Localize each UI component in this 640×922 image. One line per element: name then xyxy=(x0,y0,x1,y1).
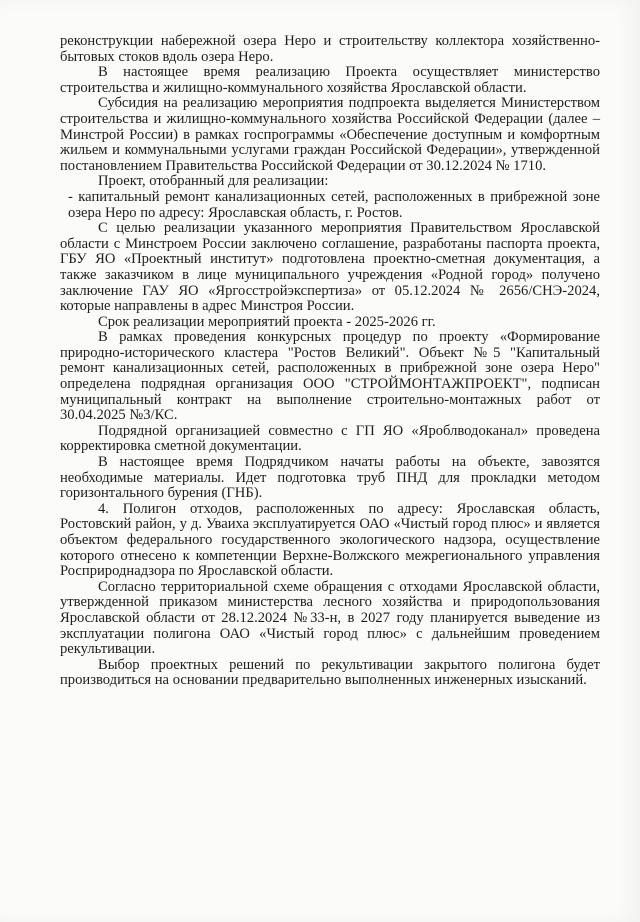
paragraph-3: Субсидия на реализацию мероприятия подпроекта выделяется Министерством строительства и жилищно-коммунального хозяйства Российской Федерации (далее – Минстрой России) в рамках госпрограммы «Обеспечение доступным и комфортным жильем и коммунальными услугами граждан Российской Федерации», утвержденной постановлением Правительства Российской Федерации от 30.12.2024 № 1710. xyxy=(60,95,600,174)
paragraph-6: С целью реализации указанного мероприятия Правительством Ярославской области с Минстроем России заключено соглашение, разработаны паспорта проекта, ГБУ ЯО «Проектный институт» подготовлена проектно-сметная документация, а также заказчиком в лице муниципального учреждения «Родной город» получено заключение ГАУ ЯО «Яргосстройэкспертиза» от 05.12.2024 № 2656/СНЭ-2024, которые направлены в адрес Минстроя России. xyxy=(60,220,600,315)
paragraph-12: Согласно территориальной схеме обращения с отходами Ярославской области, утвержденной приказом министерства лесного хозяйства и природопользования Ярославской области от 28.12.2024 №33-н, в 2027 году планируется выведение из эксплуатации полигона ОАО «Чистый город плюс» с дальнейшим проведением рекультивации. xyxy=(60,578,600,658)
document-body xyxy=(60,34,600,689)
paragraph-10: В настоящее время Подрядчиком начаты работы на объекте, завозятся необходимые материалы. Идет подготовка труб ПНД для прокладки методом горизонтального бурения (ГНБ). xyxy=(60,454,600,502)
paragraph-7: Срок реализации мероприятий проекта - 2025-2026 гг. xyxy=(98,313,436,330)
paragraph-5: - капитальный ремонт канализационных сетей, расположенных в прибрежной зоне озера Неро по адресу: Ярославская область, г. Ростов. xyxy=(68,188,600,221)
paragraph-9: Подрядной организацией совместно с ГП ЯО «Яроблводоканал» проведена корректировка сметной документации. xyxy=(60,422,600,455)
paragraph-11: 4. Полигон отходов, расположенных по адресу: Ярославская область, Ростовский район, у д. Уваиха эксплуатируется ОАО «Чистый город плюс» и является объектом федерального государственного экологического надзора, осуществление которого отнесено к компетенции Верхне-Волжского межрегионального управления Росприроднадзора по Ярославской области. xyxy=(60,500,600,580)
paragraph-4: Проект, отобранный для реализации: xyxy=(98,173,329,190)
paragraph-2: В настоящее время реализацию Проекта осуществляет министерство строительства и жилищно-коммунального хозяйства Ярославской области. xyxy=(60,64,600,96)
paragraph-13: Выбор проектных решений по рекультивации закрытого полигона будет производиться на основании предварительно выполненных инженерных изысканий. xyxy=(60,656,600,689)
paragraph-1: реконструкции набережной озера Неро и строительству коллектора хозяйственно-бытовых стоков вдоль озера Неро. xyxy=(60,33,600,65)
paragraph-8: В рамках проведения конкурсных процедур по проекту «Формирование природно-исторического кластера "Ростов Великий". Объект №5 "Капитальный ремонт канализационных сетей, расположенных в прибрежной зоне озера Неро" определена подрядная организация ООО "СТРОЙМОНТАЖПРОЕКТ", подписан муниципальный контракт на выполнение строительно-монтажных работ от 30.04.2025 №3/КС. xyxy=(60,329,600,424)
